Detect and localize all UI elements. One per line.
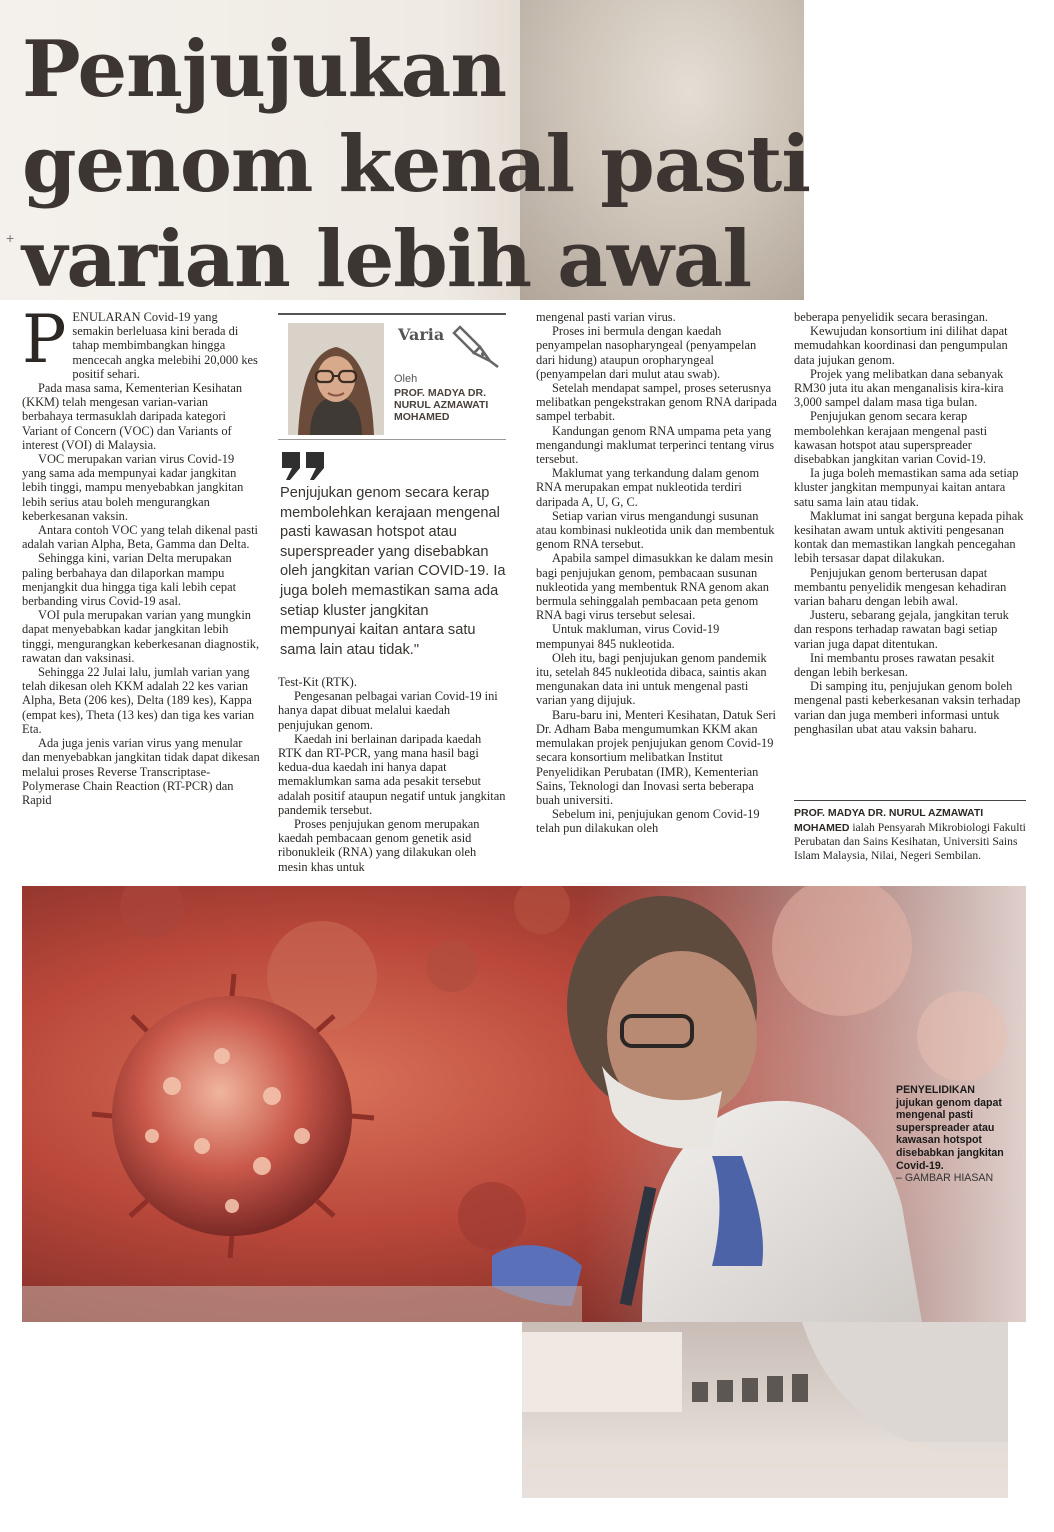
paragraph: Pengesanan pelbagai varian Covid-19 ini hanya dapat dibuat melalui kaedah penjujukan genom. (278, 689, 498, 732)
paragraph: Apabila sampel dimasukkan ke dalam mesin bagi penjujukan genom, pembacaan susunan nukleotida yang membentuk RNA genom akan bermula sehinggalah pembacaan peta genom RNA bagi virus tersebut selesai. (536, 551, 774, 623)
byline-prefix: Oleh (394, 373, 418, 385)
paragraph: Proses ini bermula dengan kaedah penyampelan nasopharyngeal (penyampelan dari hidung) ataupun oropharyngeal (penyampelan dari mulut atau swab). (536, 324, 757, 381)
paragraph: Sehingga kini, varian Delta merupakan paling berbahaya dan dilaporkan mampu menjangkit dua hingga tiga kali lebih cepat berbanding virus Covid-19 asal. (22, 551, 237, 609)
photo-credit: – GAMBAR HIASAN (896, 1172, 994, 1185)
illustration-photo-lower (522, 1322, 1008, 1498)
paragraph: Ini membantu proses rawatan pesakit dengan lebih berkesan. (794, 650, 995, 680)
paragraph: mengenal pasti varian virus. (536, 310, 676, 324)
headline: Penjujukan genom kenal pasti varian lebih awal (22, 24, 810, 305)
paragraph: Kewujudan konsortium ini dilihat dapat memudahkan koordinasi dan pengumpulan data jujukan genom. (794, 324, 1008, 367)
paragraph: Proses penjujukan genom merupakan kaedah pembacaan genom genetik asid ribonukleik (RNA) yang dilakukan oleh mesin khas untuk (278, 817, 480, 874)
caption-text: PENYELIDIKAN jujukan genom dapat mengenal pasti superspreader atau kawasan hotspot disebabkan jangkitan Covid-19. (896, 1084, 1004, 1172)
author-bio (794, 806, 1026, 862)
pull-quote: Penjujukan genom secara kerap membolehkan kerajaan mengenal pasti kawasan hotspot atau superspreader yang disebabkan oleh jangkitan varian COVID-19. Ia juga boleh memastikan sama ada setiap kluster jangkitan mempunyai kaitan antara satu sama lain atau tidak." (280, 485, 506, 658)
column-label: Varia (398, 325, 445, 344)
paragraph: Setelah mendapat sampel, proses seterusnya melibatkan pengekstrakan genom RNA daripada sampel terbabit. (536, 381, 777, 424)
author-name: PROF. MADYA DR. NURUL AZMAWATI MOHAMED (394, 387, 489, 423)
quote-mark-icon (280, 450, 330, 482)
paragraph: Justeru, sebarang gejala, jangkitan teruk dan respons terhadap rawatan bagi setiap varian juga dapat ditentukan. (794, 608, 1009, 651)
paragraph: Untuk makluman, virus Covid-19 mempunyai 845 nukleotida. (536, 622, 720, 651)
paragraph: Kandungan genom RNA umpama peta yang mengandungi maklumat terperinci tentang virus tersebut. (536, 423, 775, 467)
bio-text: ialah Pensyarah Mikrobiologi Fakulti Perubatan dan Sains Kesihatan, Universiti Sains Islam Malaysia, Nilai, Negeri Sembilan. (794, 820, 1026, 862)
paragraph: Sehingga 22 Julai lalu, jumlah varian yang telah dikesan oleh KKM adalah 22 kes varian Alpha, Beta (206 kes), Delta (189 kes), Kappa (empat kes), Theta (13 kes) dan tiga kes varian Eta. (22, 665, 255, 736)
paragraph: Ada juga jenis varian virus yang menular dan menyebabkan jangkitan tidak dapat dikesan melalui proses Reverse Transcriptase-Polymerase Chain Reaction (RT-PCR) dan Rapid (22, 736, 260, 807)
article-column-3 (536, 310, 778, 836)
paragraph: Kaedah ini berlainan daripada kaedah RTK dan RT-PCR, yang mana hasil bagi kedua-dua kaedah ini hanya dapat memaklumkan sama ada pesakit tersebut adalah positif ataupun negatif untuk jangkitan pandemik tersebut. (278, 731, 506, 817)
paragraph: Penjujukan genom secara kerap membolehkan kerajaan mengenal pasti kawasan hotspot atau superspreader disebabkan jangkitan varian Covid-19. (794, 409, 988, 467)
paragraph: Projek yang melibatkan dana sebanyak RM30 juta itu akan menganalisis kira-kira 3,000 sampel dalam masa tiga bulan. (794, 366, 1004, 410)
crop-mark: + (6, 230, 15, 246)
article-column-2 (278, 675, 506, 874)
paragraph: Baru-baru ini, Menteri Kesihatan, Datuk Seri Dr. Adham Baba mengumumkan KKM akan memulakan projek penjujukan genom Covid-19 secara konsortium melibatkan Institut Penyelidikan Perubatan (IMR), Kementerian Sains, Teknologi dan Inovasi serta beberapa buah universiti. (536, 707, 776, 807)
paragraph: Pada masa sama, Kementerian Kesihatan (KKM) telah mengesan varian-varian berbahaya termasuklah daripada kategori Variant of Concern (VOC) dan Variants of interest (VOI) di Malaysia. (22, 381, 243, 452)
paragraph: Ia juga boleh memastikan sama ada setiap kluster jangkitan mempunyai kaitan antara satu sama lain atau tidak. (794, 466, 1019, 509)
byline-box (278, 313, 506, 440)
article-column-1 (22, 301, 260, 807)
paragraph: Penjujukan genom berterusan dapat membantu penyelidik mengesan kehadiran varian baharu dengan lebih awal. (794, 565, 1007, 609)
paragraph: Antara contoh VOC yang telah dikenal pasti adalah varian Alpha, Beta, Gamma dan Delta. (22, 523, 258, 552)
photo-caption (896, 1084, 1012, 1185)
paragraph: Setiap varian virus mengandungi susunan atau kombinasi nukleotida unik dan membentuk genom RNA tersebut. (536, 508, 775, 552)
paragraph: Maklumat ini sangat berguna kepada pihak kesihatan awam untuk aktiviti pengesanan kontak dan memastikan langkah pencegahan lebih tersasar dapat dilakukan. (794, 508, 1024, 566)
drop-cap: P (22, 301, 67, 378)
paragraph: Di samping itu, penjujukan genom boleh mengenal pasti keberkesanan vaksin terhadap varian dan juga memberi informasi untuk penghasilan ubat atau vaksin baharu. (794, 679, 1021, 736)
pen-nib-icon (446, 319, 502, 371)
author-photo (288, 323, 384, 435)
illustration-photo (22, 886, 1026, 1322)
paragraph: Oleh itu, bagi penjujukan genom pandemik itu, setelah 845 nukleotida dibaca, saintis akan mengunakan data ini untuk mengenal pasti varian yang dijujuk. (536, 650, 767, 708)
paragraph: Maklumat yang terkandung dalam genom RNA merupakan empat nukleotida terdiri daripada A, U, G, C. (536, 466, 760, 509)
paragraph: VOI pula merupakan varian yang mungkin dapat menyebabkan kadar jangkitan lebih tinggi, mengurangkan keberkesanan diagnostik, rawatan dan vaksinasi. (22, 608, 260, 665)
paragraph: Sebelum ini, penjujukan genom Covid-19 telah pun dilakukan oleh (536, 807, 760, 836)
bio-divider (794, 800, 1026, 801)
paragraph: beberapa penyelidik secara berasingan. (794, 310, 989, 324)
article-column-4 (794, 310, 1026, 736)
paragraph: ENULARAN Covid-19 yang semakin berleluasa kini berada di tahap membimbangkan hingga mencecah angka melebihi 20,000 kes positif sehari. (72, 310, 258, 381)
bio-name: PROF. MADYA DR. NURUL AZMAWATI MOHAMED (794, 807, 984, 834)
paragraph: Test-Kit (RTK). (278, 675, 357, 689)
paragraph: VOC merupakan varian virus Covid-19 yang sama ada mempunyai kadar jangkitan lebih tinggi, mampu menyebabkan jangkitan lebih serius atau boleh mengurangkan keberkesanan vaksin. (22, 452, 244, 523)
